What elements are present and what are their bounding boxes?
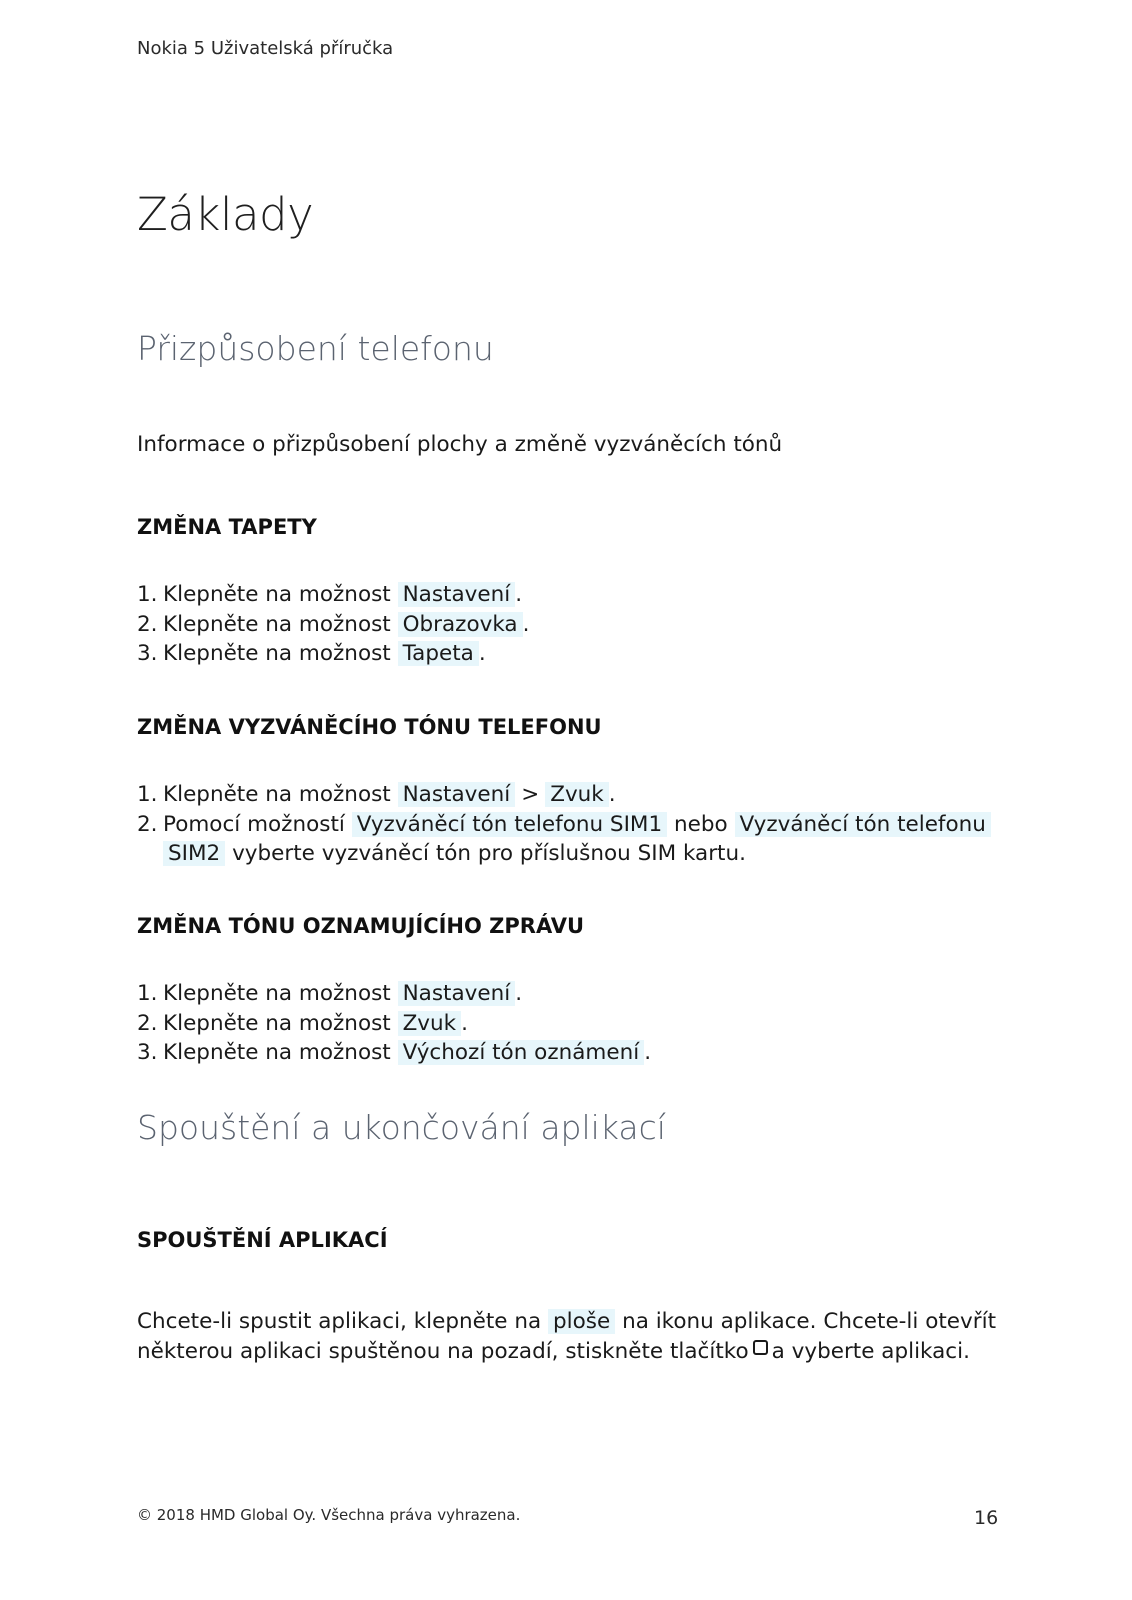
step-number: 2.	[137, 611, 158, 637]
message-tone-steps	[137, 979, 651, 1068]
ui-term-settings: Nastavení	[398, 582, 516, 607]
step-end: .	[515, 981, 523, 1006]
step-text: Klepněte na možnost	[163, 611, 391, 637]
ui-term-settings: Nastavení	[398, 981, 516, 1006]
ringtone-steps	[137, 780, 991, 869]
heading-change-ringtone: ZMĚNA VYZVÁNĚCÍHO TÓNU TELEFONU	[137, 715, 602, 739]
ui-term-home-screen: ploše	[548, 1309, 615, 1334]
section-title-customize: Přizpůsobení telefonu	[137, 329, 494, 368]
step-number: 2.	[137, 1010, 158, 1036]
step-text: Klepněte na možnost	[163, 582, 391, 607]
chapter-title: Základy	[137, 188, 314, 241]
footer-copyright: © 2018 HMD Global Oy. Všechna práva vyhrazena.	[137, 1506, 521, 1524]
step-text: Klepněte na možnost	[163, 641, 391, 666]
wallpaper-steps	[137, 580, 529, 669]
ui-term-sound: Zvuk	[398, 1011, 462, 1036]
ui-term-settings: Nastavení	[398, 782, 516, 807]
step-number: 1.	[137, 582, 158, 607]
list-item	[137, 610, 529, 640]
recent-apps-square-icon	[753, 1340, 768, 1355]
step-text: Pomocí možností	[163, 811, 345, 837]
step-number: 3.	[137, 1040, 158, 1065]
step-end: .	[608, 782, 616, 807]
step-end: .	[461, 1010, 468, 1036]
step-end: .	[478, 641, 486, 666]
list-item	[137, 639, 529, 669]
page-number: 16	[974, 1507, 999, 1529]
ui-term-ringtone-sim1: Vyzváněcí tón telefonu SIM1	[352, 812, 667, 837]
step-number: 2.	[137, 811, 158, 837]
heading-change-message-tone: ZMĚNA TÓNU OZNAMUJÍCÍHO ZPRÁVU	[137, 914, 585, 938]
step-end: .	[522, 611, 530, 637]
step-number: 1.	[137, 981, 158, 1006]
running-head: Nokia 5 Uživatelská příručka	[137, 38, 394, 59]
list-item	[137, 1038, 651, 1068]
ui-term-wallpaper: Tapeta	[398, 641, 479, 666]
section-title-apps: Spouštění a ukončování aplikací	[137, 1108, 666, 1147]
step-text: Klepněte na možnost	[163, 1010, 391, 1036]
step-end: .	[644, 1040, 652, 1065]
launch-apps-paragraph	[137, 1307, 997, 1366]
list-item	[137, 1009, 651, 1039]
para-text: na ikonu aplikace. Chcete-li otevřít	[622, 1309, 996, 1334]
step-text: Klepněte na možnost	[163, 1040, 391, 1065]
path-separator: >	[521, 782, 540, 807]
list-item	[137, 979, 651, 1009]
step-text: Klepněte na možnost	[163, 981, 391, 1006]
heading-launch-apps: SPOUŠTĚNÍ APLIKACÍ	[137, 1228, 388, 1252]
section-intro: Informace o přizpůsobení plochy a změně vyzváněcích tónů	[137, 432, 783, 457]
ui-term-display: Obrazovka	[398, 612, 523, 637]
ui-term-ringtone-sim2-part2: SIM2	[163, 841, 225, 866]
list-item	[137, 780, 991, 810]
step-number: 1.	[137, 782, 158, 807]
step-text: Klepněte na možnost	[163, 782, 391, 807]
step-end: .	[515, 582, 523, 607]
step-text-end: vyberte vyzváněcí tón pro příslušnou SIM kartu.	[232, 841, 746, 866]
ui-term-ringtone-sim2-part1: Vyzváněcí tón telefonu	[735, 812, 991, 837]
step-text-or: nebo	[674, 811, 728, 837]
step-number: 3.	[137, 641, 158, 666]
ui-term-default-notification-tone: Výchozí tón oznámení	[398, 1040, 645, 1065]
para-text: některou aplikaci spuštěnou na pozadí, stiskněte tlačítko	[137, 1338, 749, 1364]
ui-term-sound: Zvuk	[545, 782, 609, 807]
list-item	[137, 810, 991, 869]
para-text: Chcete-li spustit aplikaci, klepněte na	[137, 1309, 542, 1334]
list-item	[137, 580, 529, 610]
para-text: a vyberte aplikaci.	[771, 1338, 970, 1364]
heading-change-wallpaper: ZMĚNA TAPETY	[137, 515, 317, 539]
